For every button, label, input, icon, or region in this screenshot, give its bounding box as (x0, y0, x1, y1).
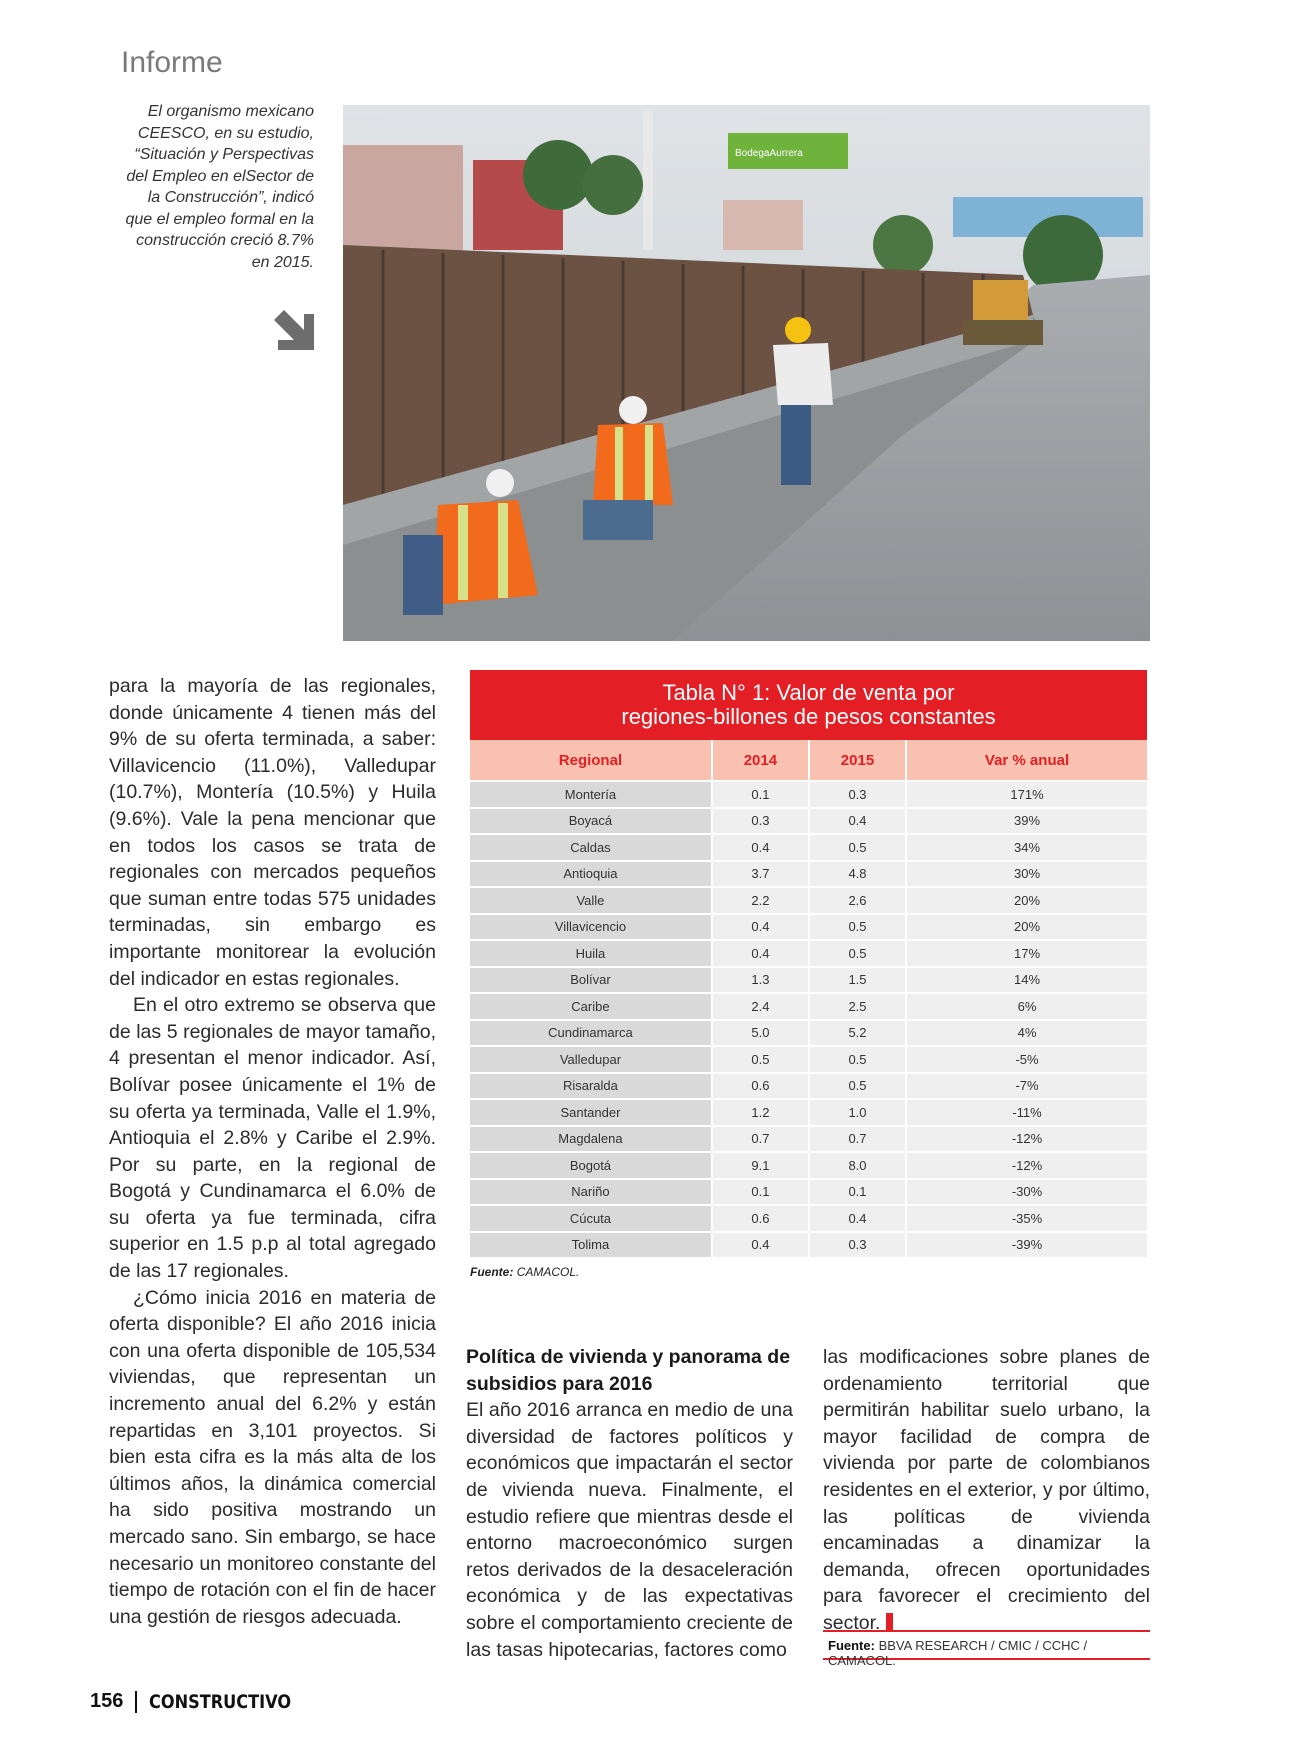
table-title-line1: Tabla N° 1: Valor de venta por (662, 680, 955, 705)
cell-var-anual: -5% (907, 1047, 1147, 1074)
bottom-source-label: Fuente: (828, 1638, 875, 1653)
cell-2014: 0.7 (713, 1127, 808, 1154)
table-row (470, 782, 1147, 809)
cell-2015: 4.8 (810, 862, 905, 889)
table-row (470, 1021, 1147, 1048)
cell-regional: Valledupar (470, 1047, 711, 1074)
cell-regional: Boyacá (470, 809, 711, 836)
cell-var-anual: 14% (907, 968, 1147, 995)
cell-2015: 2.6 (810, 888, 905, 915)
cell-var-anual: 17% (907, 941, 1147, 968)
cell-2015: 0.3 (810, 1233, 905, 1260)
cell-2015: 1.0 (810, 1100, 905, 1127)
cell-2014: 0.4 (713, 835, 808, 862)
cell-2014: 0.5 (713, 1047, 808, 1074)
cell-2014: 0.1 (713, 782, 808, 809)
cell-2014: 3.7 (713, 862, 808, 889)
cell-var-anual: 20% (907, 888, 1147, 915)
cell-var-anual: -12% (907, 1153, 1147, 1180)
cell-2015: 1.5 (810, 968, 905, 995)
table-row (470, 968, 1147, 995)
table-row (470, 1153, 1147, 1180)
cell-2015: 2.5 (810, 994, 905, 1021)
cell-2014: 0.1 (713, 1180, 808, 1207)
cell-var-anual: 34% (907, 835, 1147, 862)
cell-var-anual: -12% (907, 1127, 1147, 1154)
cell-2014: 1.3 (713, 968, 808, 995)
cell-2015: 0.3 (810, 782, 905, 809)
cell-regional: Bolívar (470, 968, 711, 995)
cell-var-anual: 30% (907, 862, 1147, 889)
cell-regional: Huila (470, 941, 711, 968)
header-2015: 2015 (810, 740, 905, 782)
table-row (470, 1074, 1147, 1101)
magazine-name: CONSTRUCTIVO (149, 1690, 292, 1713)
section-label: Informe (121, 46, 223, 79)
body-paragraph: El año 2016 arranca en medio de una diversidad de factores políticos y económicos que impactarán el sector de vivienda nueva. Finalmente, el estudio refiere que mientras desde el entorno macroeconómico surgen retos derivados de la desaceleración económica y de las expectativas sobre el comportamiento creciente de las tasas hipotecarias, factores como (466, 1399, 793, 1661)
cell-regional: Caribe (470, 994, 711, 1021)
table-row (470, 809, 1147, 836)
cell-2015: 0.4 (810, 1206, 905, 1233)
bottom-source (823, 1630, 1150, 1668)
cell-2014: 0.4 (713, 915, 808, 942)
table-row (470, 835, 1147, 862)
cell-regional: Caldas (470, 835, 711, 862)
data-table (468, 740, 1149, 1259)
table-source-text: CAMACOL. (516, 1265, 580, 1279)
cell-regional: Nariño (470, 1180, 711, 1207)
table-source (470, 1265, 1147, 1279)
cell-2014: 0.4 (713, 941, 808, 968)
table-row (470, 862, 1147, 889)
table-row (470, 1206, 1147, 1233)
cell-2015: 0.5 (810, 1074, 905, 1101)
cell-var-anual: 171% (907, 782, 1147, 809)
cell-2014: 5.0 (713, 1021, 808, 1048)
cell-2015: 0.5 (810, 1047, 905, 1074)
cell-2015: 0.7 (810, 1127, 905, 1154)
cell-2015: 0.1 (810, 1180, 905, 1207)
table-row (470, 941, 1147, 968)
body-paragraph: ¿Cómo inicia 2016 en materia de oferta disponible? El año 2016 inicia con una oferta disponible de 105,534 viviendas, que representan un incremento anual del 6.2% y están repartidas en 3,101 proyectos. Si bien esta cifra es la más alta de los últimos años, la dinámica comercial ha sido positiva mostrando un mercado sano. Sin embargo, se hace necesario un monitoreo constante del tiempo de rotación con el fin de hacer una gestión de riesgos adecuada. (109, 1286, 436, 1628)
cell-var-anual: -35% (907, 1206, 1147, 1233)
header-2014: 2014 (713, 740, 808, 782)
left-column (109, 673, 436, 1630)
cell-regional: Cundinamarca (470, 1021, 711, 1048)
body-paragraph (823, 1344, 1150, 1637)
cell-var-anual: -11% (907, 1100, 1147, 1127)
cell-regional: Bogotá (470, 1153, 711, 1180)
cell-2015: 8.0 (810, 1153, 905, 1180)
cell-2014: 9.1 (713, 1153, 808, 1180)
table-row (470, 1180, 1147, 1207)
cell-2014: 0.6 (713, 1206, 808, 1233)
header-regional: Regional (470, 740, 711, 782)
page-footer (90, 1690, 317, 1713)
header-var-anual: Var % anual (907, 740, 1147, 782)
end-mark-icon (886, 1613, 893, 1631)
footer-divider (135, 1691, 137, 1713)
cell-regional: Cúcuta (470, 1206, 711, 1233)
cell-regional: Magdalena (470, 1127, 711, 1154)
body-text: las modificaciones sobre planes de ordenamiento territorial que permitirán habilitar suelo urbano, la mayor facilidad de compra de vivienda por parte de colombianos residentes en el exterior, y por último, las políticas de vivienda encaminadas a dinamizar la demanda, ofrecen oportunidades para favorecer el crecimiento del sector. (823, 1346, 1150, 1634)
table-row (470, 1047, 1147, 1074)
cell-regional: Antioquia (470, 862, 711, 889)
arrow-down-right-icon (272, 308, 316, 352)
table-title-line2: regiones-billones de pesos constantes (621, 704, 996, 729)
cell-2015: 0.4 (810, 809, 905, 836)
table-header-row (470, 740, 1147, 782)
cell-regional: Valle (470, 888, 711, 915)
cell-var-anual: 20% (907, 915, 1147, 942)
cell-regional: Montería (470, 782, 711, 809)
cell-2014: 0.3 (713, 809, 808, 836)
cell-2014: 2.4 (713, 994, 808, 1021)
sales-value-table (470, 670, 1147, 1279)
cell-2015: 0.5 (810, 941, 905, 968)
cell-regional: Risaralda (470, 1074, 711, 1101)
right-column (823, 1344, 1150, 1637)
page-number: 156 (90, 1690, 124, 1712)
cell-regional: Villavicencio (470, 915, 711, 942)
cell-var-anual: -39% (907, 1233, 1147, 1260)
cell-var-anual: -7% (907, 1074, 1147, 1101)
cell-2014: 0.6 (713, 1074, 808, 1101)
cell-var-anual: 4% (907, 1021, 1147, 1048)
body-paragraph: En el otro extremo se observa que de las 5 regionales de mayor tamaño, 4 presentan el menor indicador. Así, Bolívar posee únicamente el 1% de su oferta ya terminada, Valle el 1.9%, Antioquia el 2.8% y Caribe el 2.9%. Por su parte, en la regional de Bogotá y Cundinamarca el 6.0% de su oferta ya fue terminada, cifra superior en 1.5 p.p al total agregado de las 17 regionales. (109, 994, 436, 1283)
table-source-label: Fuente: (470, 1265, 514, 1279)
section-heading: Política de vivienda y panorama de subsidios para 2016 (466, 1346, 791, 1395)
construction-photo (343, 105, 1150, 641)
cell-2015: 5.2 (810, 1021, 905, 1048)
cell-2014: 1.2 (713, 1100, 808, 1127)
cell-2014: 2.2 (713, 888, 808, 915)
billboard-text: BodegaAurrera (735, 148, 803, 159)
middle-column (466, 1344, 793, 1663)
table-title (470, 670, 1147, 740)
cell-var-anual: 39% (907, 809, 1147, 836)
table-row (470, 888, 1147, 915)
cell-var-anual: -30% (907, 1180, 1147, 1207)
cell-2014: 0.4 (713, 1233, 808, 1260)
cell-var-anual: 6% (907, 994, 1147, 1021)
table-row (470, 1100, 1147, 1127)
cell-2015: 0.5 (810, 835, 905, 862)
table-row (470, 1233, 1147, 1260)
table-row (470, 994, 1147, 1021)
cell-regional: Tolima (470, 1233, 711, 1260)
table-row (470, 1127, 1147, 1154)
cell-regional: Santander (470, 1100, 711, 1127)
cell-2015: 0.5 (810, 915, 905, 942)
body-paragraph: para la mayoría de las regionales, donde únicamente 4 tienen más del 9% de su oferta terminada, a saber: Villavicencio (11.0%), Valledupar (10.7%), Montería (10.5%) y Huila (9.6%). Vale la pena mencionar que en todos los casos se trata de regionales con mercados pequeños que suman entre todas 575 unidades terminadas, sin embargo es importante monitorear la evolución del indicador en estas regionales. (109, 675, 436, 990)
table-row (470, 915, 1147, 942)
photo-caption: El organismo mexicano CEESCO, en su estudio, “Situación y Perspectivas del Empleo en elSector de la Construcción”, indicó que el empleo formal en la construcción creció 8.7% en 2015. (125, 103, 314, 271)
bottom-source-text: BBVA RESEARCH / CMIC / CCHC / CAMACOL. (828, 1638, 1088, 1668)
